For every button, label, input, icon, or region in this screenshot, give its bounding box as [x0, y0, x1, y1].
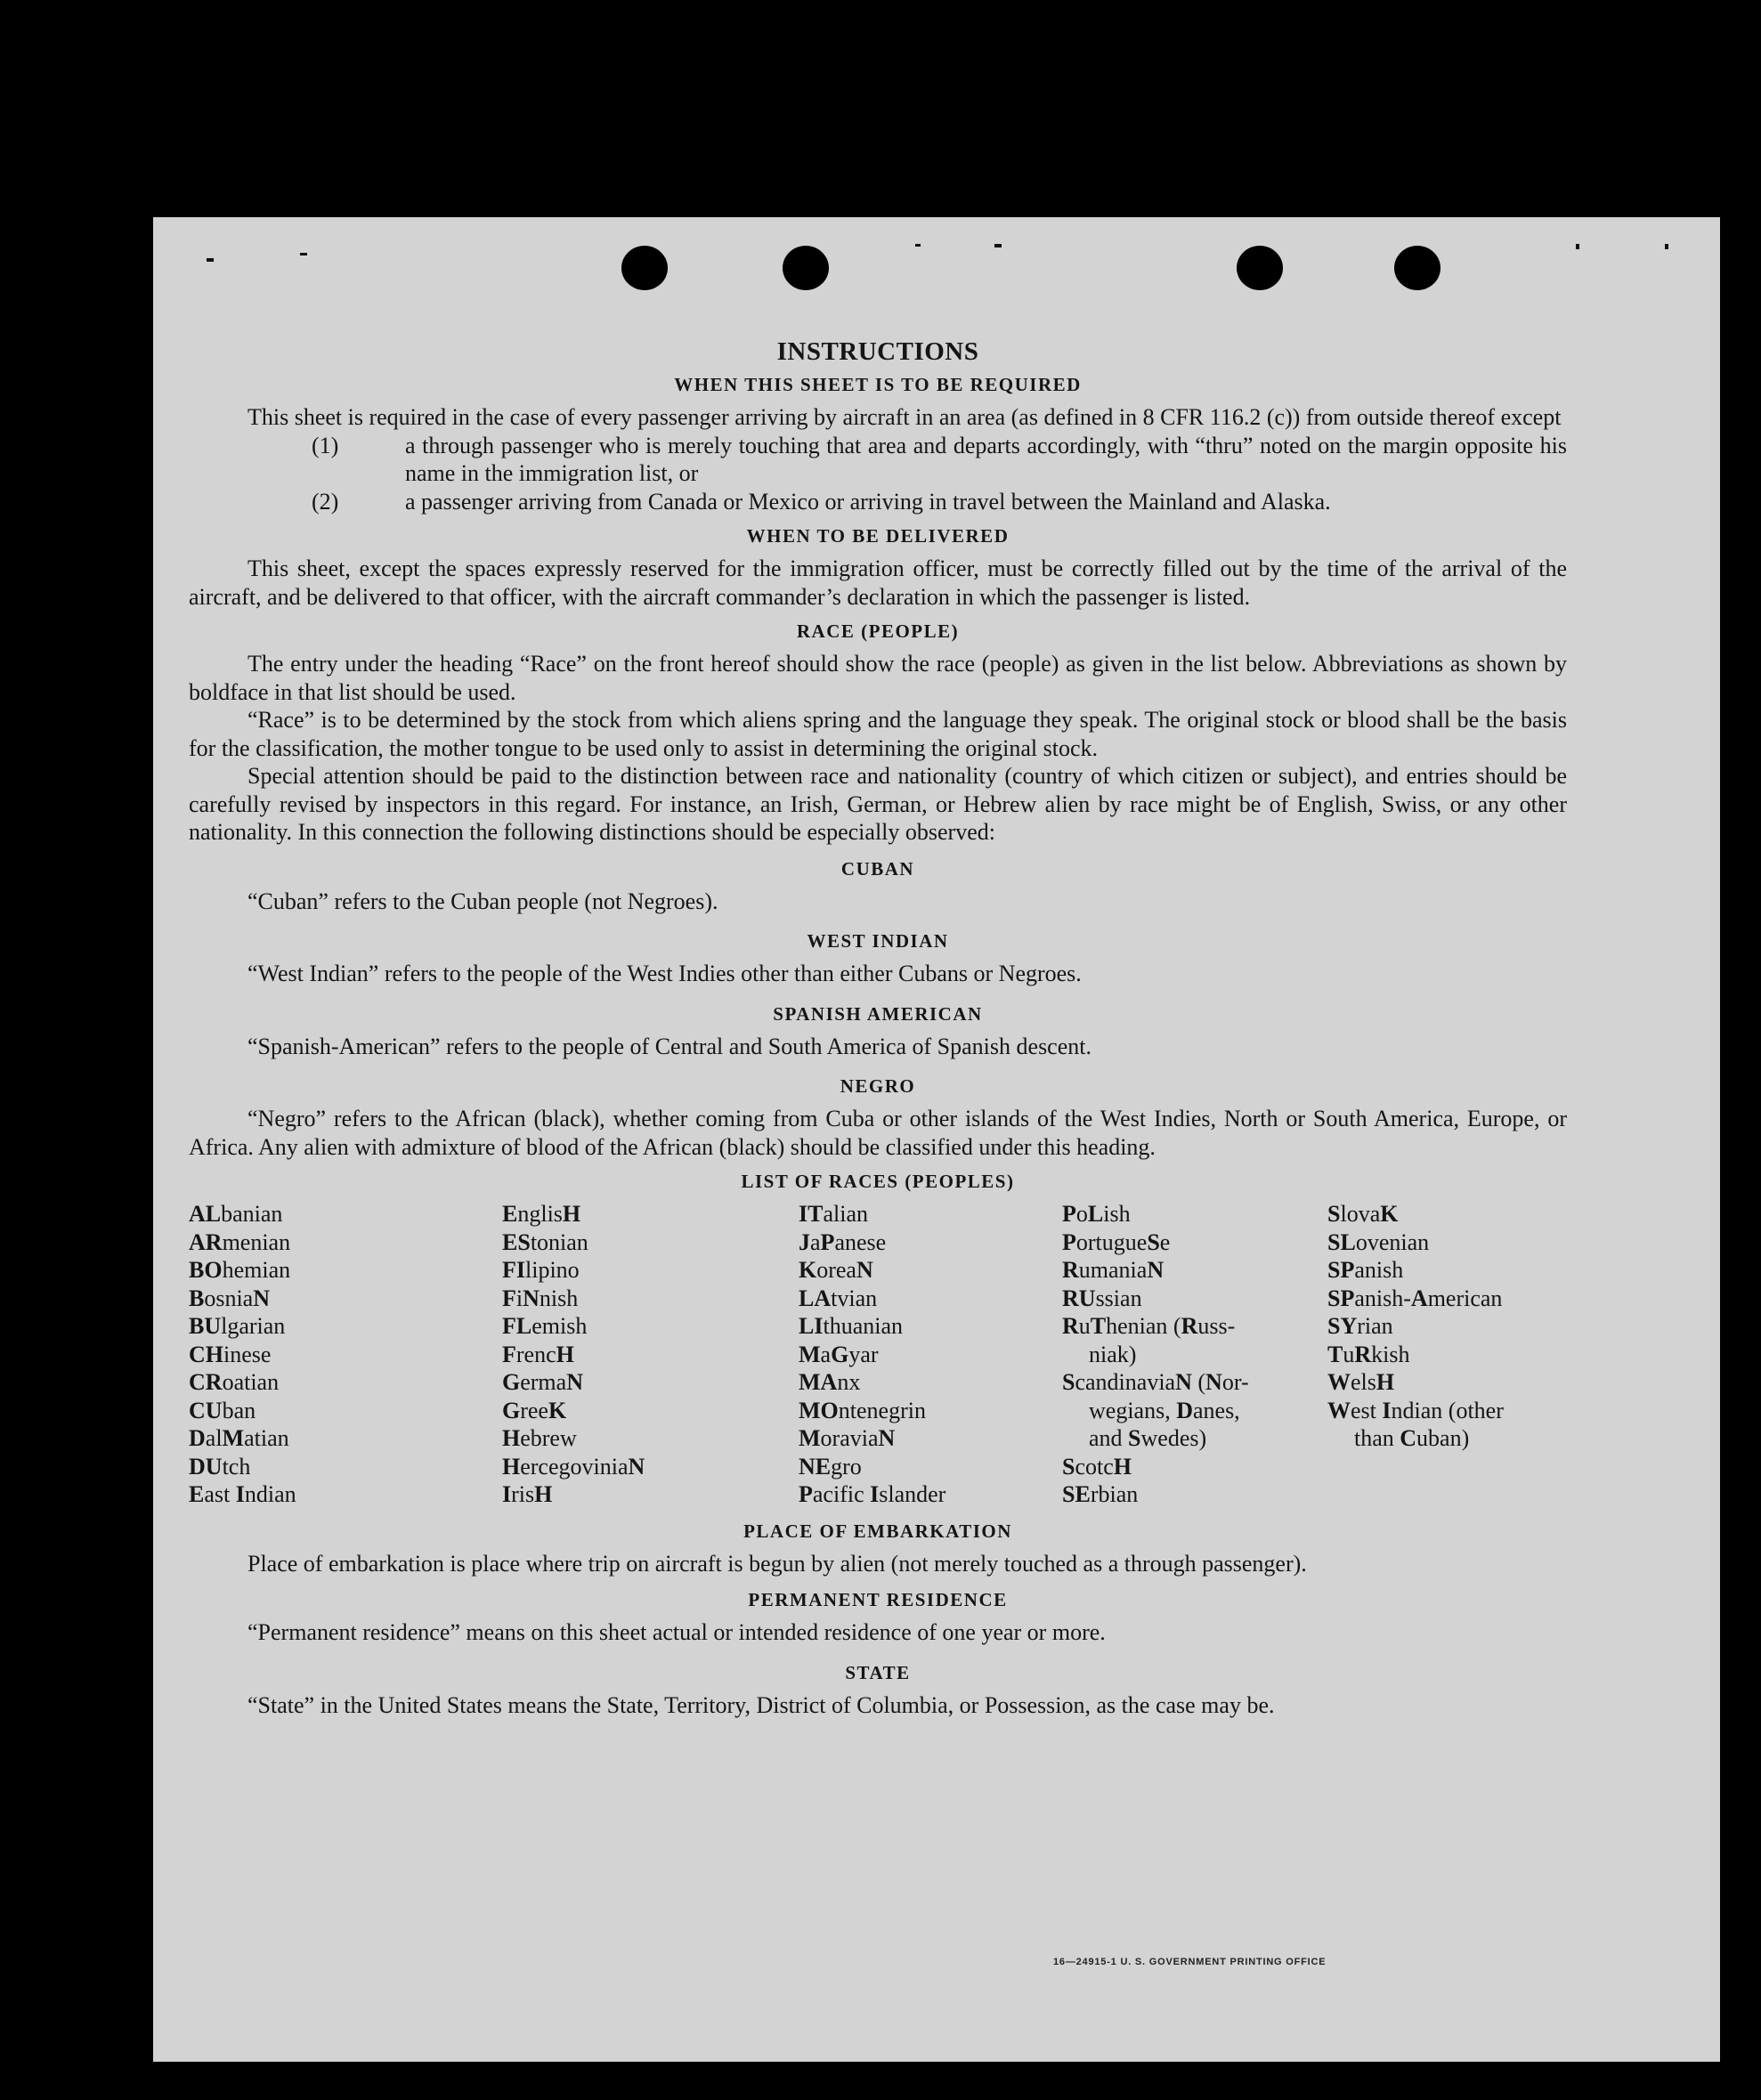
- when-delivered-text: This sheet, except the spaces expressly reserved for the immigration officer, must be correctly filled out by the time of the arrival of the aircraft, and be delivered to that officer, with the aircraft commander’s declaration in which the passenger is listed.: [189, 555, 1567, 610]
- race-entry: BosniaN: [189, 1285, 271, 1311]
- race-column: [1327, 1200, 1504, 1509]
- cuban-text: “Cuban” refers to the Cuban people (not Negroes).: [248, 888, 718, 914]
- race-column: [1062, 1200, 1327, 1509]
- heading-negro: NEGRO: [840, 1075, 916, 1097]
- speck: [207, 258, 214, 262]
- speck: [915, 244, 921, 247]
- race-entry: ALbanian: [189, 1201, 283, 1227]
- heading-when-required: WHEN THIS SHEET IS TO BE REQUIRED: [674, 374, 1082, 395]
- heading-cuban: CUBAN: [840, 857, 915, 880]
- race-paragraph-2: “Race” is to be determined by the stock from which aliens spring and the language they speak. The original stock or blood shall be the basis for the classification, the mother tongue to be used only to assist in determining the original stock.: [189, 707, 1567, 761]
- heading-when-delivered: WHEN TO BE DELIVERED: [746, 525, 1010, 547]
- race-column: [799, 1200, 1062, 1509]
- race-entry: ScandinaviaN (Nor-: [1062, 1369, 1249, 1395]
- race-entry: CHinese: [189, 1341, 272, 1367]
- exception-item-1: [189, 432, 1567, 488]
- race-entry: DalMatian: [189, 1425, 289, 1451]
- race-entry: niak): [1089, 1341, 1137, 1367]
- spanish-american-text: “Spanish-American” refers to the people of Central and South America of Spanish descent.: [248, 1033, 1091, 1059]
- race-entry: PortugueSe: [1062, 1228, 1171, 1255]
- race-entry: HercegoviniaN: [502, 1453, 645, 1480]
- race-entry: FrencH: [502, 1341, 574, 1367]
- race-entry: RUssian: [1062, 1285, 1142, 1311]
- race-entry: GreeK: [502, 1397, 567, 1423]
- race-column: [502, 1200, 799, 1509]
- permanent-residence-text: “Permanent residence” means on this sheet actual or intended residence of one year or more.: [248, 1619, 1106, 1645]
- race-entry: JaPanese: [799, 1228, 887, 1255]
- race-paragraph-3: Special attention should be paid to the distinction between race and nationality (country of which citizen or subject), and entries should be carefully revised by inspectors in this regard. For instance, an Irish, German, or Hebrew alien by race might be of English, Swiss, or any other nationality. In this connection the following distinctions should be especially observed:: [189, 763, 1567, 845]
- race-entry: FLemish: [502, 1313, 588, 1339]
- race-entry: West Indian (other: [1327, 1397, 1504, 1423]
- speck: [300, 253, 307, 255]
- exception-item-2: [189, 488, 1567, 516]
- negro-text: “Negro” refers to the African (black), whether coming from Cuba or other islands of the West Indies, North or South America, Europe, or Africa. Any alien with admixture of blood of the African (black) should be classified under this heading.: [189, 1106, 1567, 1160]
- race-entry: ScotcH: [1062, 1453, 1132, 1480]
- race-column: [189, 1200, 502, 1509]
- exception-number: (1): [312, 432, 339, 458]
- race-entry: LIthuanian: [799, 1313, 903, 1339]
- heading-spanish-american: SPANISH AMERICAN: [773, 1002, 983, 1025]
- speck: [1665, 244, 1668, 249]
- race-entry: SlovaK: [1327, 1201, 1399, 1227]
- race-entry: LAtvian: [799, 1285, 878, 1311]
- exception-text: a passenger arriving from Canada or Mexico or arriving in travel between the Mainland and Alaska.: [405, 488, 1331, 515]
- place-of-embarkation-text: Place of embarkation is place where trip on aircraft is begun by alien (not merely touched as a through passenger).: [248, 1550, 1307, 1577]
- race-entry: SYrian: [1327, 1313, 1393, 1339]
- page-title: INSTRUCTIONS: [776, 337, 979, 366]
- race-entry: RumaniaN: [1062, 1257, 1165, 1283]
- race-entry: PoLish: [1062, 1201, 1131, 1227]
- race-entry: TuRkish: [1327, 1341, 1410, 1367]
- race-entry: KoreaN: [799, 1257, 873, 1283]
- exception-text: a through passenger who is merely touching that area and departs accordingly, with “thru” noted on the margin opposite his name in the immigration list, or: [405, 432, 1567, 486]
- race-entry: CUban: [189, 1397, 256, 1423]
- heading-place-of-embarkation: PLACE OF EMBARKATION: [743, 1520, 1012, 1542]
- race-entry: EnglisH: [502, 1201, 581, 1227]
- heading-list-of-races: LIST OF RACES (PEOPLES): [741, 1171, 1015, 1192]
- west-indian-text: “West Indian” refers to the people of the West Indies other than either Cubans or Negroes.: [248, 961, 1082, 986]
- race-entry: FIlipino: [502, 1257, 580, 1283]
- race-entry: East Indian: [189, 1481, 296, 1507]
- speck: [1576, 244, 1579, 249]
- punch-hole: [1394, 246, 1440, 290]
- punch-hole: [783, 246, 829, 290]
- race-list: [189, 1200, 1567, 1509]
- race-entry: Hebrew: [502, 1425, 577, 1451]
- race-entry: SPanish-American: [1327, 1285, 1503, 1311]
- race-entry: IrisH: [502, 1481, 553, 1507]
- race-entry: SErbian: [1062, 1481, 1139, 1507]
- race-entry: wegians, Danes,: [1089, 1397, 1240, 1423]
- instructions-content: [189, 335, 1567, 1719]
- document-sheet: [153, 217, 1720, 2062]
- race-entry: DUtch: [189, 1453, 251, 1480]
- race-entry: NEgro: [799, 1453, 862, 1480]
- race-entry: SLovenian: [1327, 1228, 1430, 1255]
- race-entry: EStonian: [502, 1228, 588, 1255]
- race-entry: than Cuban): [1354, 1425, 1470, 1451]
- race-entry: MAnx: [799, 1369, 861, 1395]
- race-entry: RuThenian (Russ-: [1062, 1313, 1236, 1339]
- race-entry: SPanish: [1327, 1257, 1404, 1283]
- race-paragraph-1: The entry under the heading “Race” on the front hereof should show the race (people) as given in the list below. Abbreviations as shown by boldface in that list should be used.: [189, 651, 1567, 705]
- race-entry: WelsH: [1327, 1369, 1395, 1395]
- race-entry: FiNnish: [502, 1285, 579, 1311]
- state-text: “State” in the United States means the State, Territory, District of Columbia, or Possession, as the case may be.: [248, 1691, 1275, 1718]
- speck: [994, 244, 1002, 247]
- race-entry: MaGyar: [799, 1341, 879, 1367]
- heading-state: STATE: [845, 1661, 911, 1683]
- heading-race: RACE (PEOPLE): [796, 620, 960, 642]
- race-entry: and Swedes): [1089, 1425, 1207, 1451]
- heading-west-indian: WEST INDIAN: [807, 930, 949, 952]
- punch-hole: [1237, 246, 1283, 290]
- race-entry: MoraviaN: [799, 1425, 896, 1451]
- heading-permanent-residence: PERMANENT RESIDENCE: [748, 1589, 1008, 1610]
- race-entry: CRoatian: [189, 1369, 280, 1395]
- race-entry: ITalian: [799, 1201, 868, 1227]
- race-entry: BUlgarian: [189, 1313, 286, 1339]
- punch-hole: [621, 246, 668, 290]
- race-entry: MOntenegrin: [799, 1397, 926, 1423]
- race-entry: Pacific Islander: [799, 1481, 946, 1507]
- race-entry: GermaN: [502, 1369, 583, 1395]
- printing-office-code: 16—24915-1 U. S. GOVERNMENT PRINTING OFFICE: [1053, 1957, 1327, 1967]
- race-entry: ARmenian: [189, 1228, 291, 1255]
- exception-number: (2): [312, 488, 339, 515]
- when-required-intro: This sheet is required in the case of every passenger arriving by aircraft in an area (as defined in 8 CFR 116.2 (c)) from outside thereof except: [248, 404, 1562, 430]
- race-entry: BOhemian: [189, 1257, 291, 1283]
